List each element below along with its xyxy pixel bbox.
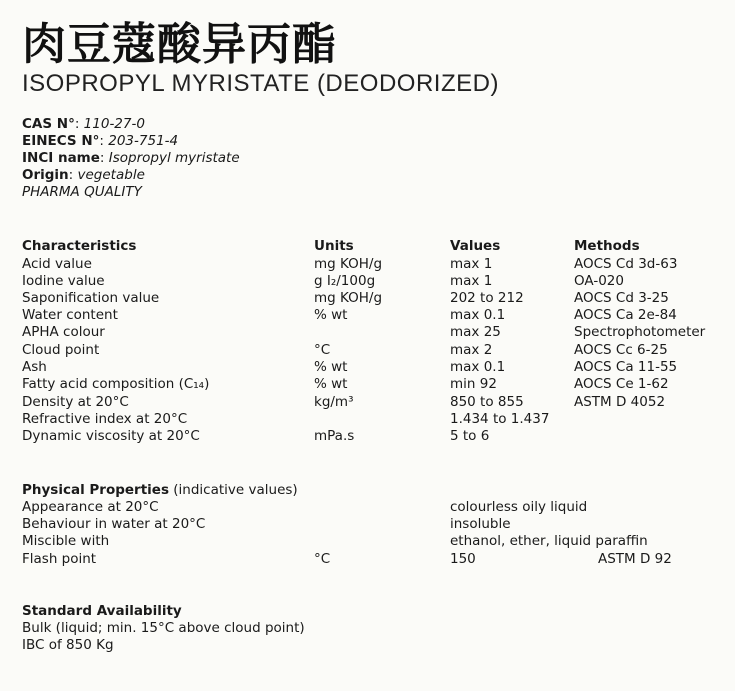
header-characteristics: Characteristics bbox=[22, 238, 137, 254]
standard-availability-title: Standard Availability bbox=[22, 603, 182, 619]
table-row: Cloud point °C max 2 AOCS Cc 6-25 bbox=[22, 342, 668, 358]
identifier-cas: CAS N°: 110-27-0 bbox=[22, 116, 145, 132]
table-row: Iodine value g I₂/100g max 1 OA-020 bbox=[22, 273, 624, 289]
header-methods: Methods bbox=[574, 238, 640, 254]
table-row: Appearance at 20°C colourless oily liquid bbox=[22, 499, 588, 515]
table-row: Ash % wt max 0.1 AOCS Ca 11-55 bbox=[22, 359, 678, 375]
table-row: Density at 20°C kg/m³ 850 to 855 ASTM D 4052 bbox=[22, 394, 666, 410]
header-units: Units bbox=[314, 238, 354, 254]
table-row: Dynamic viscosity at 20°C mPa.s 5 to 6 bbox=[22, 428, 490, 444]
page-title-english: ISOPROPYL MYRISTATE (DEODORIZED) bbox=[22, 70, 499, 97]
identifiers-block bbox=[22, 116, 240, 201]
table-row: Flash point °C 150 ASTM D 92 bbox=[22, 551, 672, 567]
availability-line: Bulk (liquid; min. 15°C above cloud point) bbox=[22, 620, 305, 636]
identifier-origin: Origin: vegetable bbox=[22, 167, 145, 183]
table-row: Miscible with ethanol, ether, liquid paraffin bbox=[22, 533, 648, 549]
identifier-inci: INCI name: Isopropyl myristate bbox=[22, 150, 240, 166]
table-row: Fatty acid composition (C₁₄) % wt min 92 AOCS Ce 1-62 bbox=[22, 376, 669, 392]
table-row: Behaviour in water at 20°C insoluble bbox=[22, 516, 511, 532]
characteristics-header-row bbox=[22, 238, 722, 255]
table-row: Saponification value mg KOH/g 202 to 212 AOCS Cd 3-25 bbox=[22, 290, 669, 306]
header-values: Values bbox=[450, 238, 501, 254]
table-row: Refractive index at 20°C 1.434 to 1.437 bbox=[22, 411, 550, 427]
table-row: APHA colour max 25 Spectrophotometer bbox=[22, 324, 706, 340]
identifier-einecs: EINECS N°: 203-751-4 bbox=[22, 133, 179, 149]
table-row: Acid value mg KOH/g max 1 AOCS Cd 3d-63 bbox=[22, 256, 678, 272]
quality-label: PHARMA QUALITY bbox=[22, 184, 142, 200]
availability-line: IBC of 850 Kg bbox=[22, 637, 114, 653]
table-row: Water content % wt max 0.1 AOCS Ca 2e-84 bbox=[22, 307, 677, 323]
physical-properties-title: Physical Properties (indicative values) bbox=[22, 482, 298, 498]
page-title-chinese: 肉豆蔻酸异丙酯 bbox=[22, 19, 337, 70]
